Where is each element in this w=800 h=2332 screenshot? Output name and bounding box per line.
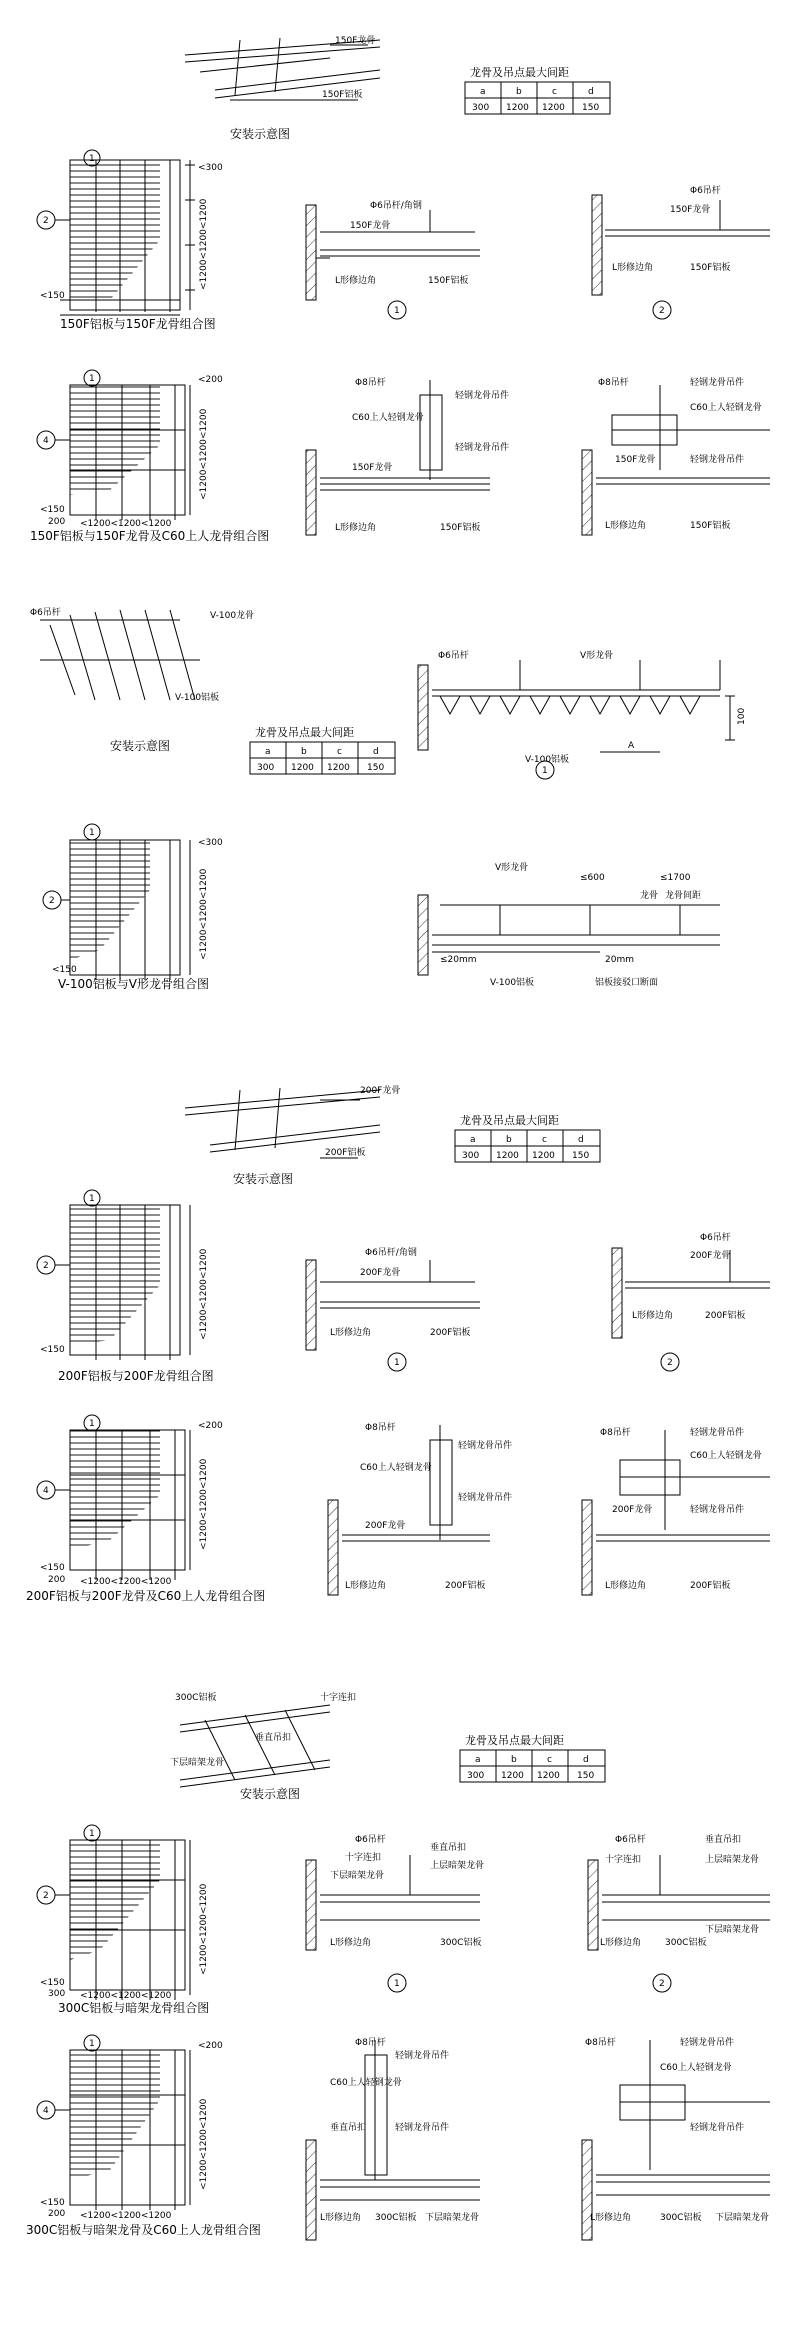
hanger-label-4: 轻钢龙骨吊件 <box>690 455 745 465</box>
hang-label: 垂直吊扣 <box>430 1843 467 1853</box>
table-col-a: a <box>480 87 486 97</box>
board-label-200-4: 200F铝板 <box>690 1581 731 1591</box>
rod-angle-label: Φ6吊杆/角钢 <box>370 201 422 211</box>
clip-label: 铝板接驳口断面 <box>595 978 659 988</box>
plan-300c <box>37 1825 190 2000</box>
keel-word: 龙骨 <box>640 891 659 901</box>
detail-marker-v1: 1 <box>542 766 548 776</box>
marker-1c: 1 <box>89 828 95 838</box>
table-val-c-3: 1200 <box>532 1151 555 1161</box>
table-col-a-2: a <box>265 747 271 757</box>
rod8-label: Φ8吊杆 <box>355 378 386 388</box>
detail-marker-200-1: 1 <box>394 1358 400 1368</box>
vkeel-label-2: V形龙骨 <box>495 863 529 873</box>
dim-150e: <150 <box>40 1563 65 1573</box>
lwall-label-300-3: L形修边角 <box>320 2213 362 2223</box>
dim-1200-stack-3: <1200<1200<1200 <box>199 868 209 960</box>
dim-200b: 200 <box>48 517 66 527</box>
lower-label-2: 下层暗架龙骨 <box>705 1925 760 1935</box>
hang-label-2: 垂直吊扣 <box>705 1835 742 1845</box>
table-col-b-2: b <box>301 747 307 757</box>
rod8-label-300: Φ8吊杆 <box>355 2038 386 2048</box>
lower-label-300-2: 下层暗架龙骨 <box>715 2213 770 2223</box>
dim-300: <300 <box>198 163 223 173</box>
hanger-label-2: 轻钢龙骨吊件 <box>455 443 510 453</box>
c60-label-300: C60上人轻钢龙骨 <box>330 2078 402 2088</box>
rod6-label-2: Φ6吊杆 <box>438 651 469 661</box>
dim-300f: 300 <box>48 1989 66 1999</box>
vkeel-label: V形龙骨 <box>580 651 614 661</box>
dim-100: 100 <box>737 707 747 725</box>
detail-marker-1: 1 <box>394 306 400 316</box>
keel150-label: 150F龙骨 <box>352 463 393 473</box>
cross-label: 十字连扣 <box>345 1853 382 1863</box>
iso-v100 <box>40 610 200 700</box>
plan-caption-v100: V-100铝板与V形龙骨组合图 <box>58 977 209 991</box>
table-val-d-4: 150 <box>577 1771 595 1781</box>
detail-marker-300-1: 1 <box>394 1979 400 1989</box>
rod6-label-300-2: Φ6吊杆 <box>615 1835 646 1845</box>
lwall-label-200-3: L形修边角 <box>345 1581 387 1591</box>
dim-A: A <box>628 741 635 751</box>
board-label-200-3: 200F铝板 <box>445 1581 486 1591</box>
table-val-a-4: 300 <box>467 1771 485 1781</box>
v100-board-label-3: V-100铝板 <box>490 978 535 988</box>
plan-200f-c60 <box>37 1415 190 1580</box>
table-col-a-3: a <box>470 1135 476 1145</box>
board-label-300-4: 300C铝板 <box>660 2213 702 2223</box>
c60-label-2: C60上人轻钢龙骨 <box>690 403 762 413</box>
table-col-d: d <box>588 87 594 97</box>
rod8-label-300-2: Φ8吊杆 <box>585 2038 616 2048</box>
iso-caption: 安装示意图 <box>230 127 291 141</box>
marker-1g: 1 <box>89 2039 95 2049</box>
table-col-b-3: b <box>506 1135 512 1145</box>
plan-caption-200f-c60: 200F铝板与200F龙骨及C60上人龙骨组合图 <box>26 1589 266 1603</box>
marker-1b: 1 <box>89 374 95 384</box>
rod-angle-label-200: Φ6吊杆/角钢 <box>365 1248 417 1258</box>
board-label-4: 150F铝板 <box>690 521 731 531</box>
plan-v100 <box>43 824 190 980</box>
hanger-label-300-1: 轻钢龙骨吊件 <box>395 2051 450 2061</box>
detail-150f-1 <box>306 205 480 319</box>
dim-150b: <150 <box>40 505 65 515</box>
hanger-label-200-3: 轻钢龙骨吊件 <box>690 1428 745 1438</box>
iso-300c-lower: 下层暗架龙骨 <box>170 1758 225 1768</box>
iso-300c <box>180 1705 330 1787</box>
dim-1200-stack-5: <1200<1200<1200 <box>199 1458 209 1550</box>
lwall-label-200-2: L形修边角 <box>632 1311 674 1321</box>
dim-1200-stack: <1200<1200<1200 <box>199 198 209 290</box>
hanger-label-300-3: 轻钢龙骨吊件 <box>680 2038 735 2048</box>
dim-200: <200 <box>198 375 223 385</box>
table-col-c-4: c <box>547 1755 552 1765</box>
marker-1d: 1 <box>89 1194 95 1204</box>
table-col-a-4: a <box>475 1755 481 1765</box>
lwall-label-200-4: L形修边角 <box>605 1581 647 1591</box>
lwall-label-4: L形修边角 <box>605 521 647 531</box>
dim-20mm-a: ≤20mm <box>440 955 477 965</box>
v100-board-label-2: V-100铝板 <box>525 755 570 765</box>
cross-label-2: 十字连扣 <box>605 1855 642 1865</box>
plan-caption-150f: 150F铝板与150F龙骨组合图 <box>60 317 216 331</box>
lwall-label-200: L形修边角 <box>330 1328 372 1338</box>
plan-caption-200f: 200F铝板与200F龙骨组合图 <box>58 1369 214 1383</box>
hanger-label-200-2: 轻钢龙骨吊件 <box>458 1493 513 1503</box>
dim-200f: 200 <box>48 1575 66 1585</box>
rod6-label: Φ6吊杆 <box>30 608 61 618</box>
hanger-label-300-4: 轻钢龙骨吊件 <box>690 2123 745 2133</box>
iso-keel-label-200: 200F龙骨 <box>360 1086 401 1096</box>
iso-caption-300c: 安装示意图 <box>240 1787 301 1801</box>
table-val-d-2: 150 <box>367 763 385 773</box>
c60-label-200: C60上人轻钢龙骨 <box>360 1463 432 1473</box>
iso-keel-label: 150F龙骨 <box>335 36 376 46</box>
marker-1f: 1 <box>89 1829 95 1839</box>
dim-300b: <300 <box>198 838 223 848</box>
keel-label-200: 200F龙骨 <box>360 1268 401 1278</box>
lwall-label-3: L形修边角 <box>335 523 377 533</box>
board-label: 150F铝板 <box>428 276 469 286</box>
detail-v100-1 <box>418 660 735 779</box>
detail-marker-2: 2 <box>659 306 665 316</box>
keel150-label-2: 150F龙骨 <box>615 455 656 465</box>
hanger-label-1: 轻钢龙骨吊件 <box>455 391 510 401</box>
plan-300c-c60 <box>37 2035 190 2210</box>
rod8-label-2: Φ8吊杆 <box>598 378 629 388</box>
detail-200f-2 <box>612 1248 770 1371</box>
lwall-label: L形修边角 <box>335 276 377 286</box>
c60-label: C60上人轻钢龙骨 <box>352 413 424 423</box>
iso-caption-v: 安装示意图 <box>110 739 171 753</box>
marker-1e: 1 <box>89 1419 95 1429</box>
detail-300c-2 <box>588 1855 770 1992</box>
dim-600: ≤600 <box>580 873 605 883</box>
dim-1200-stack-4: <1200<1200<1200 <box>199 1248 209 1340</box>
dim-150f: <150 <box>40 1978 65 1988</box>
dim-1200-stack-7: <1200<1200<1200 <box>199 2098 209 2190</box>
iso-300c-hang: 垂直吊扣 <box>255 1733 292 1743</box>
table-val-b-3: 1200 <box>496 1151 519 1161</box>
detail-marker-300-2: 2 <box>659 1979 665 1989</box>
keel-label-2: 150F龙骨 <box>670 205 711 215</box>
lower-label-300: 下层暗架龙骨 <box>425 2213 480 2223</box>
board-label-300: 300C铝板 <box>440 1938 482 1948</box>
marker-2f: 2 <box>43 1891 49 1901</box>
plan-caption-150f-c60: 150F铝板与150F龙骨及C60上人龙骨组合图 <box>30 529 270 543</box>
plan-200f <box>37 1190 190 1360</box>
table-col-d-4: d <box>583 1755 589 1765</box>
iso-board-label: 150F铝板 <box>322 90 363 100</box>
board-label-300-3: 300C铝板 <box>375 2213 417 2223</box>
c60-label-300-2: C60上人轻钢龙骨 <box>660 2063 732 2073</box>
hanger-label-300-2: 轻钢龙骨吊件 <box>395 2123 450 2133</box>
dim-1200-row-4: <1200<1200<1200 <box>80 2211 172 2221</box>
table-val-a-3: 300 <box>462 1151 480 1161</box>
hanger-label-200-1: 轻钢龙骨吊件 <box>458 1441 513 1451</box>
table-header-3: 龙骨及吊点最大间距 <box>460 1114 559 1127</box>
dim-1200-row-2: <1200<1200<1200 <box>80 1577 172 1587</box>
table-val-c: 1200 <box>542 103 565 113</box>
lwall-label-300-4: L形修边角 <box>590 2213 632 2223</box>
marker-4: 4 <box>43 436 49 446</box>
hanger-label-3: 轻钢龙骨吊件 <box>690 378 745 388</box>
marker-1: 1 <box>89 154 95 164</box>
lwall-label-300: L形修边角 <box>330 1938 372 1948</box>
marker-4e: 4 <box>43 1486 49 1496</box>
table-val-b-2: 1200 <box>291 763 314 773</box>
dim-1200-stack-2: <1200<1200<1200 <box>199 408 209 500</box>
marker-4g: 4 <box>43 2106 49 2116</box>
keel-label-200-2: 200F龙骨 <box>690 1251 731 1261</box>
keel-label: 150F龙骨 <box>350 221 391 231</box>
joint-label: 龙骨间距 <box>665 891 702 901</box>
lwall-label-2: L形修边角 <box>612 263 654 273</box>
board-label-200: 200F铝板 <box>430 1328 471 1338</box>
dim-150g: <150 <box>40 2198 65 2208</box>
upper-label: 上层暗架龙骨 <box>430 1861 485 1871</box>
dim-150: <150 <box>40 291 65 301</box>
dim-1200-row: <1200<1200<1200 <box>80 519 172 529</box>
v100-keel-label: V-100龙骨 <box>210 611 255 621</box>
hanger-label-200-4: 轻钢龙骨吊件 <box>690 1505 745 1515</box>
iso-300c-cross: 十字连扣 <box>320 1693 357 1703</box>
keel200-label-2: 200F龙骨 <box>612 1505 653 1515</box>
lwall-label-300-2: L形修边角 <box>600 1938 642 1948</box>
keel200-label: 200F龙骨 <box>365 1521 406 1531</box>
table-header: 龙骨及吊点最大间距 <box>470 66 569 79</box>
rod8-label-200: Φ8吊杆 <box>365 1423 396 1433</box>
dim-200e: <200 <box>198 1421 223 1431</box>
iso-caption-200: 安装示意图 <box>233 1172 294 1186</box>
dim-200g: <200 <box>198 2041 223 2051</box>
iso-300c-board: 300C铝板 <box>175 1693 217 1703</box>
marker-2c: 2 <box>49 896 55 906</box>
rod-label-200: Φ6吊杆 <box>700 1233 731 1243</box>
lower-label: 下层暗架龙骨 <box>330 1871 385 1881</box>
c60-label-200-2: C60上人轻钢龙骨 <box>690 1451 762 1461</box>
table-val-b: 1200 <box>506 103 529 113</box>
dim-1200-row-3: <1200<1200<1200 <box>80 1991 172 2001</box>
table-val-d-3: 150 <box>572 1151 590 1161</box>
table-col-d-2: d <box>373 747 379 757</box>
rod-label: Φ6吊杆 <box>690 186 721 196</box>
dim-150c: <150 <box>52 965 77 975</box>
table-val-a: 300 <box>472 103 490 113</box>
table-col-c: c <box>552 87 557 97</box>
detail-300c-c60-1 <box>306 2040 480 2240</box>
dim-150d: <150 <box>40 1345 65 1355</box>
table-col-d-3: d <box>578 1135 584 1145</box>
upper-label-2: 上层暗架龙骨 <box>705 1855 760 1865</box>
marker-2: 2 <box>43 216 49 226</box>
table-col-b: b <box>516 87 522 97</box>
table-col-c-2: c <box>337 747 342 757</box>
table-header-2: 龙骨及吊点最大间距 <box>255 726 354 739</box>
table-col-c-3: c <box>542 1135 547 1145</box>
table-col-b-4: b <box>511 1755 517 1765</box>
board-label-2: 150F铝板 <box>690 263 731 273</box>
table-val-c-4: 1200 <box>537 1771 560 1781</box>
table-header-4: 龙骨及吊点最大间距 <box>465 1734 564 1747</box>
iso-board-label-200: 200F铝板 <box>325 1148 366 1158</box>
table-val-a-2: 300 <box>257 763 275 773</box>
dim-20mm-b: 20mm <box>605 955 634 965</box>
rod6-label-300: Φ6吊杆 <box>355 1835 386 1845</box>
rod8-label-200-2: Φ8吊杆 <box>600 1428 631 1438</box>
detail-marker-200-2: 2 <box>667 1358 673 1368</box>
table-val-c-2: 1200 <box>327 763 350 773</box>
hang-label-300: 垂直吊扣 <box>330 2123 367 2133</box>
dim-1200-stack-6: <1200<1200<1200 <box>199 1883 209 1975</box>
plan-150f-c60 <box>37 370 190 520</box>
dim-1700: ≤1700 <box>660 873 691 883</box>
plan-caption-300c: 300C铝板与暗架龙骨组合图 <box>58 2001 210 2015</box>
board-label-3: 150F铝板 <box>440 523 481 533</box>
dim-200h: 200 <box>48 2209 66 2219</box>
marker-2d: 2 <box>43 1261 49 1271</box>
board-label-200-2: 200F铝板 <box>705 1311 746 1321</box>
plan-caption-300c-c60: 300C铝板与暗架龙骨及C60上人龙骨组合图 <box>26 2223 261 2237</box>
board-label-300-2: 300C铝板 <box>665 1938 707 1948</box>
table-val-d: 150 <box>582 103 600 113</box>
v100-board-label: V-100铝板 <box>175 693 220 703</box>
table-val-b-4: 1200 <box>501 1771 524 1781</box>
detail-150f-c60-1 <box>306 380 490 535</box>
